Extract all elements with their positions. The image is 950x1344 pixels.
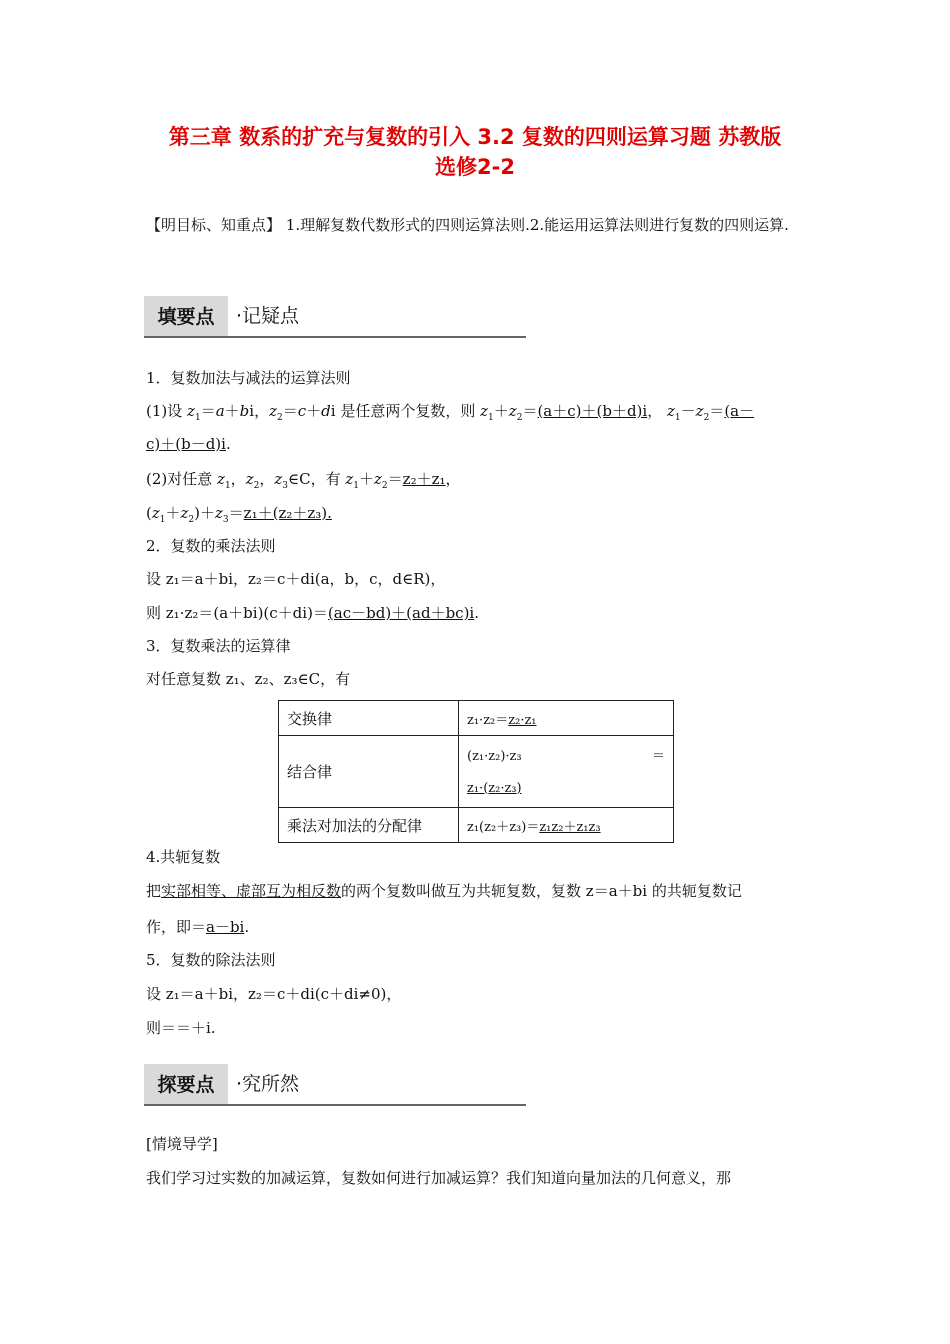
answer-commutative: z₂＋z₁ — [402, 470, 446, 488]
banner-subtitle: ·究所然 — [236, 1073, 300, 1095]
banner-subtitle: ·记疑点 — [236, 305, 300, 327]
law-formula: (z₁·z₂)·z₃ ＝ z₁·(z₂·z₃) — [459, 736, 674, 808]
heading-multiplication-laws: 3．复数乘法的运算律 — [146, 637, 291, 655]
scenario-text: 我们学习过实数的加减运算，复数如何进行加减运算？我们知道向量加法的几何意义，那 — [146, 1169, 732, 1187]
law-name: 交换律 — [279, 701, 459, 736]
learning-objectives — [146, 205, 808, 245]
table-row — [279, 701, 674, 736]
add-sub-rule-line: (1)设 $z_1=a+bi$，$z_2=c+di$ 是任意两个复数，则 $z_1+z_2=(a+c)+(b+d)i$， $z_1-z_2=(a-$ — [146, 402, 755, 423]
table-row — [279, 736, 674, 808]
section-banner-fill-points — [144, 296, 526, 338]
multiplication-rule: 则 z₁·z₂＝(a＋bi)(c＋di)＝(ac－bd)＋(ad＋bc)i. — [146, 604, 480, 622]
heading-multiplication: 2．复数的乘法法则 — [146, 537, 276, 555]
conjugate-definition: 把实部相等、虚部互为相反数的两个复数叫做互为共轭复数，复数 z＝a＋bi 的共轭复数记 — [146, 882, 742, 900]
division-rule: 则＝＝＋i. — [146, 1019, 216, 1037]
heading-add-sub: 1．复数加法与减法的运算法则 — [146, 369, 351, 387]
multiplication-setup: 设 z₁＝a＋bi，z₂＝c＋di(a，b，c，d∈R)， — [146, 570, 446, 588]
answer-sum: (a＋c)＋(b＋d)i — [537, 402, 648, 420]
law-name: 乘法对加法的分配律 — [279, 808, 459, 843]
heading-division: 5．复数的除法法则 — [146, 951, 276, 969]
title-line-1: 第三章 数系的扩充与复数的引入 3.2 复数的四则运算习题 苏教版 — [168, 125, 782, 149]
answer-conjugate-value: a－bi — [206, 918, 245, 936]
heading-conjugate: 4.共轭复数 — [146, 848, 221, 866]
table-row — [279, 808, 674, 843]
answer-associative: z₁＋(z₂＋z₃). — [243, 504, 332, 522]
section-banner-explore-points — [144, 1064, 526, 1106]
multiplication-laws-table — [278, 700, 674, 843]
conjugate-notation: 作，即＝a－bi. — [146, 918, 250, 936]
objectives-text: 1.理解复数代数形式的四则运算法则.2.能运用运算法则进行复数的四则运算. — [281, 216, 789, 234]
document-title — [120, 122, 830, 182]
answer-diff-end: c)＋(b－d)i — [146, 435, 226, 453]
answer-conjugate: 实部相等、虚部互为相反数 — [161, 882, 342, 900]
law-name: 结合律 — [279, 736, 459, 808]
banner-box: 探要点 — [144, 1064, 228, 1104]
division-setup: 设 z₁＝a＋bi，z₂＝c＋di(c＋di≠0)， — [146, 985, 402, 1003]
answer-diff-start: (a－ — [724, 402, 755, 420]
heading-scenario: [情境导学] — [146, 1135, 218, 1153]
associative-line: $(z_1+z_2)+z_3=z_1+(z_2+z_3)$. — [146, 504, 332, 525]
banner-box: 填要点 — [144, 296, 228, 336]
answer-product: (ac－bd)＋(ad＋bc)i — [327, 604, 475, 622]
law-formula: z₁(z₂＋z₃)＝z₁z₂＋z₁z₃ — [459, 808, 674, 843]
title-line-2: 选修2-2 — [435, 155, 515, 179]
objectives-tag: 【明目标、知重点】 — [146, 216, 282, 234]
commutative-line: (2)对任意 $z_1$，$z_2$，$z_3\in C$，有 $z_1+z_2=z_2+z_1$， — [146, 470, 461, 491]
add-sub-rule-line-cont: c)＋(b－d)i. — [146, 435, 231, 453]
law-formula: z₁·z₂＝z₂·z₁ — [459, 701, 674, 736]
multiplication-laws-intro: 对任意复数 z₁、z₂、z₃∈C，有 — [146, 670, 351, 688]
